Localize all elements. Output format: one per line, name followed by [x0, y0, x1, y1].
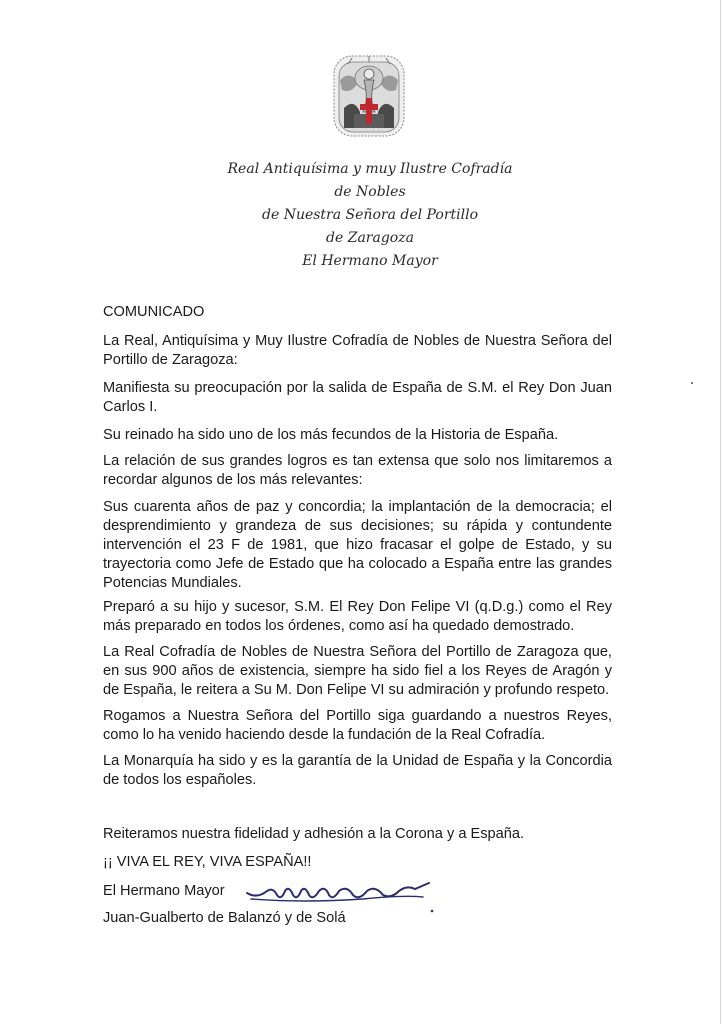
paragraph: La Monarquía ha sido y es la garantía de la Unidad de España y la Concordia de todos los españoles.	[103, 753, 612, 788]
page-edge-line	[720, 0, 721, 1024]
letterhead-line-3: de Nuestra Señora del Portillo	[262, 207, 478, 223]
paragraph: Manifiesta su preocupación por la salida de España de S.M. el Rey Don Juan Carlos I.	[103, 380, 612, 415]
letterhead	[200, 158, 540, 273]
letterhead-line-5: El Hermano Mayor	[302, 253, 438, 269]
letterhead-line-2: de Nobles	[334, 184, 406, 200]
paragraph: Rogamos a Nuestra Señora del Portillo siga guardando a nuestros Reyes, como lo ha venido haciendo desde la fundación de la Real Cofradía.	[103, 708, 612, 743]
closing-line: Reiteramos nuestra fidelidad y adhesión a la Corona y a España.	[103, 826, 525, 842]
handwritten-signature-icon	[243, 877, 438, 917]
closing-exclamation: ¡¡ VIVA EL REY, VIVA ESPAÑA!!	[103, 854, 312, 870]
paragraph: La Real Cofradía de Nobles de Nuestra Señora del Portillo de Zaragoza que, en sus 900 años de existencia, siempre ha sido fiel a los Reyes de Aragón y de España, le reitera a Su M. Don Felipe VI su admiración y profundo respeto.	[103, 644, 612, 698]
paragraph: La relación de sus grandes logros es tan extensa que solo nos limitaremos a recordar algunos de los más relevantes:	[103, 453, 612, 488]
paragraph: Su reinado ha sido uno de los más fecundos de la Historia de España.	[103, 427, 559, 443]
virgin-crest-emblem-icon	[330, 50, 408, 142]
paragraph: Preparó a su hijo y sucesor, S.M. El Rey Don Felipe VI (q.D.g.) como el Rey más preparado en todos los órdenes, como así ha quedado demostrado.	[103, 599, 612, 634]
paragraph: La Real, Antiquísima y Muy Ilustre Cofradía de Nobles de Nuestra Señora del Portillo de Zaragoza:	[103, 333, 612, 368]
letterhead-line-1: Real Antiquísima y muy Ilustre Cofradía	[227, 161, 513, 177]
paragraph: Sus cuarenta años de paz y concordia; la implantación de la democracia; el desprendimiento y grandeza de sus decisiones; su rápida y contundente intervención el 23 F de 1981, que hizo fracasar el golpe de Estado, y su trayectoria como Jefe de Estado que ha colocado a España entre las grandes Potencias Mundiales.	[103, 499, 612, 591]
letter-heading: COMUNICADO	[103, 304, 205, 320]
stray-mark	[691, 382, 693, 384]
signer-name: Juan-Gualberto de Balanzó y de Solá	[103, 910, 346, 926]
signer-title: El Hermano Mayor	[103, 883, 225, 899]
letterhead-line-4: de Zaragoza	[326, 230, 414, 246]
